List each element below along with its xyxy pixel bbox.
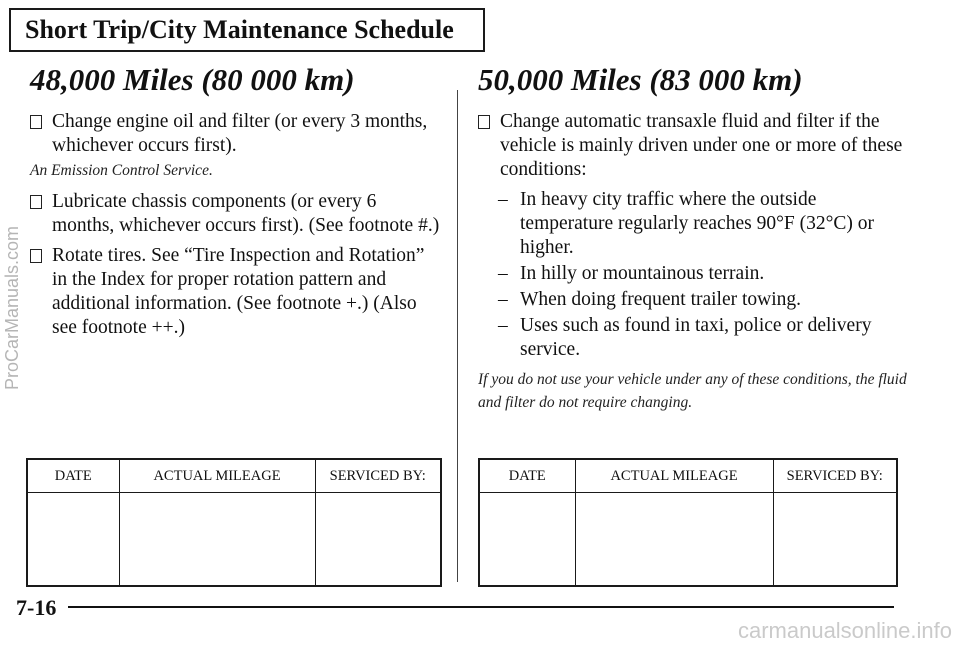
table-header-row — [27, 459, 441, 493]
footer-watermark: carmanualsonline.info — [737, 618, 952, 643]
left-column-title: 48,000 Miles (80 000 km) — [30, 62, 355, 97]
dash-bullet: – — [498, 289, 508, 310]
footer-rule — [68, 606, 894, 608]
right-column-title: 50,000 Miles (83 000 km) — [478, 62, 803, 97]
emission-note: An Emission Control Service. — [30, 162, 213, 179]
dash-bullet: – — [498, 189, 508, 210]
checklist-item — [30, 110, 440, 158]
table-row — [27, 493, 441, 587]
mileage-column-header: ACTUAL MILEAGE — [575, 459, 773, 493]
condition-item — [478, 188, 908, 260]
checkbox-icon — [30, 195, 42, 209]
table-row — [479, 493, 897, 587]
service-log-table-right — [478, 458, 898, 587]
checklist-item — [30, 190, 440, 238]
column-divider — [457, 90, 458, 582]
condition-text: In heavy city traffic where the outside temperature regularly reaches 90°F (32°C) or higher. — [520, 189, 874, 258]
checkbox-icon — [478, 115, 490, 129]
serviced-by-cell[interactable] — [773, 493, 897, 587]
checklist-item-text: Rotate tires. See “Tire Inspection and Rotation” in the Index for proper rotation pattern and additional information. (See footnote +.) (Also see footnote ++.) — [52, 245, 425, 338]
condition-item — [478, 288, 908, 312]
serviced-by-column-header: SERVICED BY: — [773, 459, 897, 493]
date-cell[interactable] — [27, 493, 119, 587]
condition-note: If you do not use your vehicle under any of these conditions, the fluid and filter do not require changing. — [478, 371, 907, 411]
side-watermark: ProCarManuals.com — [2, 225, 22, 390]
dash-bullet: – — [498, 263, 508, 284]
right-column — [478, 60, 908, 422]
checklist-item-text: Lubricate chassis components (or every 6 months, whichever occurs first). (See footnote #.) — [52, 191, 440, 236]
date-column-header: DATE — [479, 459, 575, 493]
checklist-item — [478, 110, 908, 182]
condition-text: When doing frequent trailer towing. — [520, 289, 802, 310]
condition-item — [478, 262, 908, 286]
dash-bullet: – — [498, 315, 508, 336]
checklist-item-text: Change engine oil and filter (or every 3 months, whichever occurs first). — [52, 111, 428, 156]
mileage-cell[interactable] — [575, 493, 773, 587]
serviced-by-cell[interactable] — [315, 493, 441, 587]
left-column — [30, 60, 440, 346]
serviced-by-column-header: SERVICED BY: — [315, 459, 441, 493]
date-column-header: DATE — [27, 459, 119, 493]
section-header: Short Trip/City Maintenance Schedule — [9, 8, 485, 52]
mileage-column-header: ACTUAL MILEAGE — [119, 459, 315, 493]
condition-item — [478, 314, 908, 362]
checkbox-icon — [30, 249, 42, 263]
mileage-cell[interactable] — [119, 493, 315, 587]
service-log-table-left — [26, 458, 442, 587]
checklist-item-text: Change automatic transaxle fluid and filter if the vehicle is mainly driven under one or more of these conditions: — [500, 111, 903, 180]
condition-text: Uses such as found in taxi, police or delivery service. — [520, 315, 872, 360]
page-number: 7-16 — [16, 595, 57, 620]
condition-text: In hilly or mountainous terrain. — [520, 263, 765, 284]
checkbox-icon — [30, 115, 42, 129]
checklist-item — [30, 244, 440, 340]
table-header-row — [479, 459, 897, 493]
date-cell[interactable] — [479, 493, 575, 587]
